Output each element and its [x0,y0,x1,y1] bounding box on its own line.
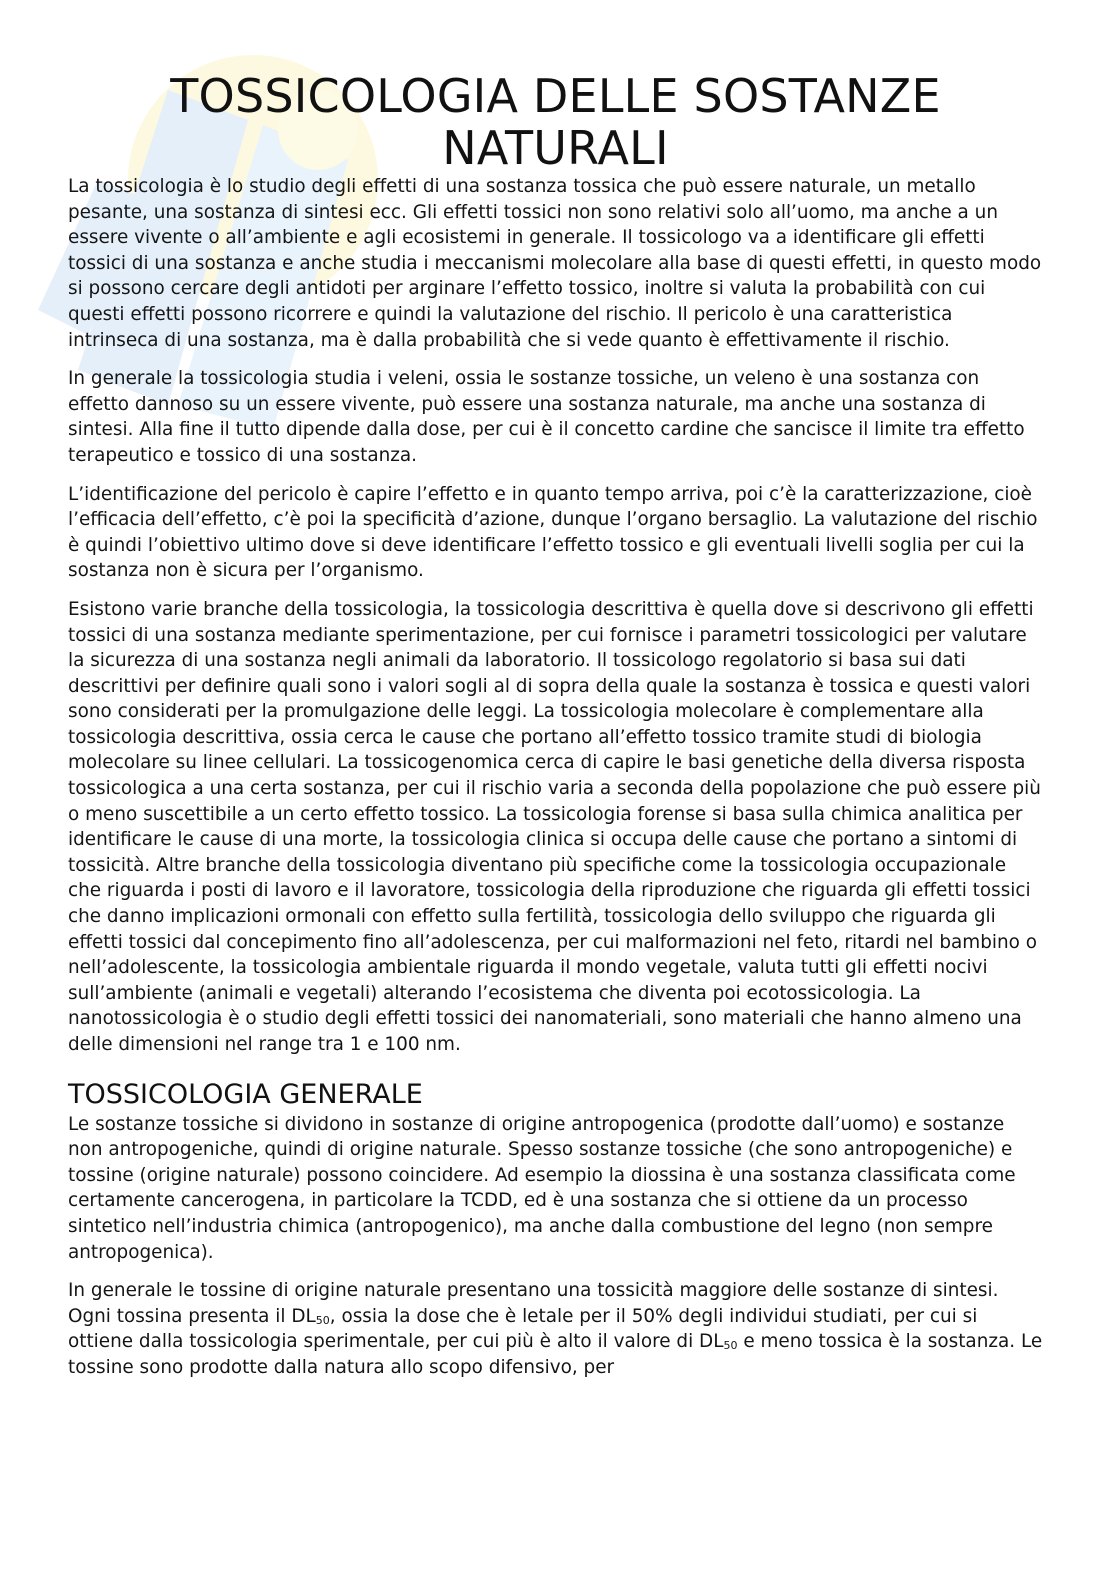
intro-paragraph-2: In generale la tossicologia studia i veleni, ossia le sostanze tossiche, un veleno è una sostanza con effetto dannoso su un essere vivente, può essere una sostanza naturale, ma anche una sostanza di sintesi. Alla fine il tutto dipende dalla dose, per cui è il concetto cardine che sancisce il limite tra effetto terapeutico e tossico di una sostanza. [68,368,1025,466]
paragraph-text-part-1: In generale le tossine di origine naturale presentano una tossicità maggiore delle sostanze di sintesi. Ogni tossina presenta il DL [68,1280,999,1327]
paragraph-text-part-3: e meno tossica è la sostanza. Le tossine sono prodotte dalla natura allo scopo difensivo, per [68,1331,1043,1378]
subscript-50: 50 [723,1339,738,1353]
section-title: TOSSICOLOGIA GENERALE [68,1078,423,1110]
intro-paragraph-4: Esistono varie branche della tossicologia, la tossicologia descrittiva è quella dove si descrivono gli effetti tossici di una sostanza mediante sperimentazione, per cui fornisce i parametri tossicologici per valutare la sicurezza di una sostanza negli animali da laboratorio. Il tossicologo regolatorio si basa sui dati descrittivi per definire quali sono i valori sogli al di sopra della quale la sostanza è tossica e questi valori sono considerati per la promulgazione delle leggi. La tossicologia molecolare è complementare alla tossicologia descrittiva, ossia cerca le cause che portano all’effetto tossico tramite studi di biologia molecolare su linee cellulari. La tossicogenomica cerca di capire le basi genetiche della diversa risposta tossicologica a una certa sostanza, per cui il rischio varia a seconda della popolazione che può essere più o meno suscettibile a un certo effetto tossico. La tossicologia forense si basa sulla chimica analitica per identificare le cause di una morte, la tossicologia clinica si occupa delle cause che portano a sintomi di tossicità. Altre branche della tossicologia diventano più specifiche come la tossicologia occupazionale che riguarda i posti di lavoro e il lavoratore, tossicologia della riproduzione che riguarda gli effetti tossici che danno implicazioni ormonali con effetto sulla fertilità, tossicologia dello sviluppo che riguarda gli effetti tossici dal concepimento fino all’adolescenza, per cui malformazioni nel feto, ritardi nel bambino o nell’adolescente, la tossicologia ambientale riguarda il mondo vegetale, valuta tutti gli effetti nocivi sull’ambiente (animali e vegetali) alterando l’ecosistema che diventa poi ecotossicologia. La nanotossicologia è o studio degli effetti tossici dei nanomateriali, sono materiali che hanno almeno una delle dimensioni nel range tra 1 e 100 nm. [68,598,1041,1055]
paragraph-text-part-2: , ossia la dose che è letale per il 50% degli individui studiati, per cui si ottiene dalla tossicologia sperimentale, per cui più è alto il valore di DL [68,1305,978,1353]
section-paragraph-1: Le sostanze tossiche si dividono in sostanze di origine antropogenica (prodotte dall’uomo) e sostanze non antropogeniche, quindi di origine naturale. Spesso sostanze tossiche (che sono antropogeniche) e tossine (origine naturale) possono coincidere. Ad esempio la diossina è una sostanza classificata come certamente cancerogena, in particolare la TCDD, ed è una sostanza che si ottiene da un processo sintetico nell’industria chimica (antropogenico), ma anche dalla combustione del legno (non sempre antropogenica). [68,1113,1016,1263]
document-page [68,70,1043,1394]
document-title: TOSSICOLOGIA DELLE SOSTANZE NATURALI [170,69,941,175]
intro-paragraph-1: La tossicologia è lo studio degli effetti di una sostanza tossica che può essere naturale, un metallo pesante, una sostanza di sintesi ecc. Gli effetti tossici non sono relativi solo all’uomo, ma anche a un essere vivente o all’ambiente e agli ecosistemi in generale. Il tossicologo va a identificare gli effetti tossici di una sostanza e anche studia i meccanismi molecolare alla base di questi effetti, in questo modo si possono cercare degli antidoti per arginare l’effetto tossico, inoltre si valuta la probabilità con cui questi effetti possono ricorrere e quindi la valutazione del rischio. Il pericolo è una caratteristica intrinseca di una sostanza, ma è dalla probabilità che si vede quanto è effettivamente il rischio. [68,176,1042,351]
section-paragraph-2 [68,1278,1043,1380]
subscript-50: 50 [315,1313,330,1327]
intro-paragraph-3: L’identificazione del pericolo è capire l’effetto e in quanto tempo arriva, poi c’è la caratterizzazione, cioè l’efficacia dell’effetto, c’è poi la specificità d’azione, dunque l’organo bersaglio. La valutazione del rischio è quindi l’obiettivo ultimo dove si deve identificare l’effetto tossico e gli eventuali livelli soglia per cui la sostanza non è sicura per l’organismo. [68,483,1038,582]
